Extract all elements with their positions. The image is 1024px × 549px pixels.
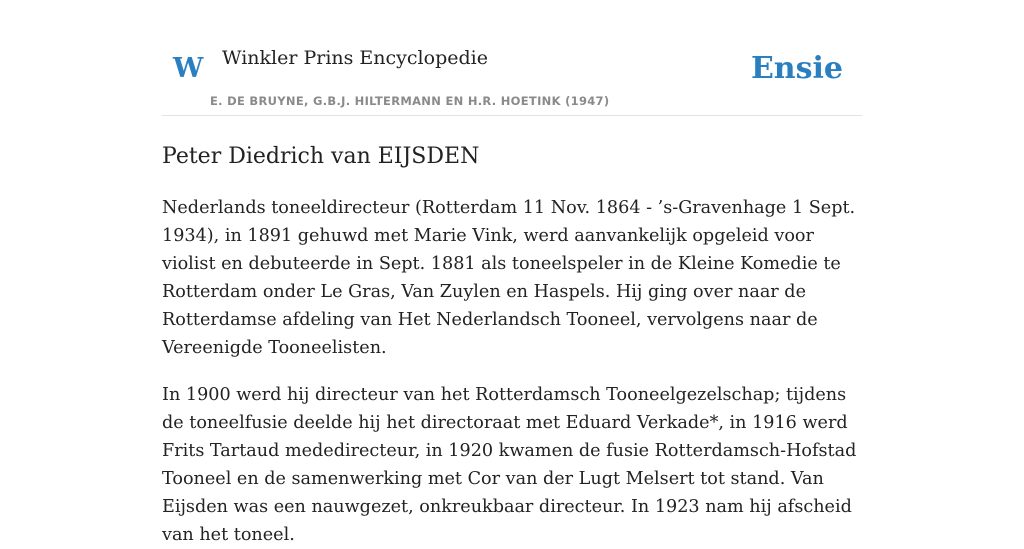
page (162, 0, 862, 549)
article-paragraph: Nederlands toneeldirecteur (Rotterdam 11 Nov. 1864 - ’s-Gravenhage 1 Sept. 1934), in 1891 gehuwd met Marie Vink, werd aanvankelijk opgeleid voor violist en debuteerde in Sept. 1881 als toneelspeler in de Kleine Komedie te Rotterdam onder Le Gras, Van Zuylen en Haspels. Hij ging over naar de Rotterdamse afdeling van Het Nederlandsch Tooneel, vervolgens naar de Vereenigde Tooneelisten. (162, 198, 856, 358)
source-title[interactable]: Winkler Prins Encyclopedie (222, 47, 488, 69)
article (162, 142, 862, 549)
brand-logo[interactable]: Ensie (750, 51, 843, 86)
article-title: Peter Diedrich van EIJSDEN (162, 144, 480, 169)
source-header (162, 0, 862, 116)
source-authors: E. DE BRUYNE, G.B.J. HILTERMANN EN H.R. HOETINK (1947) (210, 94, 610, 108)
article-paragraph: In 1900 werd hij directeur van het Rotterdamsch Tooneelgezelschap; tijdens de toneelfusie deelde hij het directoraat met Eduard Verkade*, in 1916 werd Frits Tartaud mededirecteur, in 1920 kwamen de fusie Rotterdamsch-Hofstad Tooneel en de samenwerking met Cor van der Lugt Melsert tot stand. Van Eijsden was een nauwgezet, onkreukbaar directeur. In 1923 nam hij afscheid van het toneel. (162, 385, 857, 545)
source-logo[interactable]: W (173, 53, 204, 84)
